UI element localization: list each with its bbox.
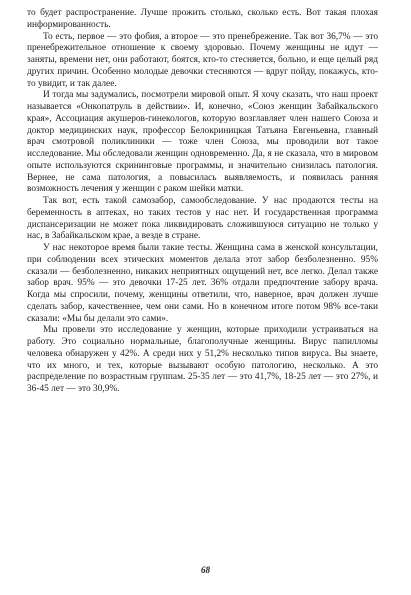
paragraph: Так вот, есть такой самозабор, самообследование. У нас продаются тесты на беременность в аптеках, но таких тестов у нас нет. И государственная программа диспансеризации не может пока ликвидировать сложившуюся ситуацию не только у нас, в Забайкальском крае, а везде в стране. — [27, 196, 378, 242]
paragraph: Мы провели это исследование у женщин, которые приходили устраиваться на работу. Это социально нормальные, благополучные женщины. Вирус папилломы человека обнаружен у 42%. А среди них у 51,2% несколько типов вируса. Вы знаете, что их много, и тех, которые вызывают особую патологию, несколько. А это распределение по возрастным группам. 25-35 лет — это 41,7%, 18-25 лет — это 27%, и 36-45 лет — это 30,9%. — [27, 325, 378, 394]
paragraph: У нас некоторое время были такие тесты. Женщина сама в женской консультации, при соблюдении всех этических моментов делала этот забор безболезненно. 95% сказали — безболезненно, никаких неприятных ощущений нет, все легко. Делал также забор врач. 95% — это девочки 17-25 лет. 36% отдали предпочтение забору врача. Когда мы спросили, почему, женщины ответили, что, наверное, врач должен лучше сделать забор, качественнее, чем они сами. Но в конечном итоге потом 98% все-таки сказали: «Мы бы делали это сами». — [27, 243, 378, 324]
page-number: 68 — [201, 565, 210, 575]
body-text — [27, 8, 378, 396]
paragraph: То есть, первое — это фобия, а второе — это пренебрежение. Так вот 36,7% — это пренебрежительное отношение к своему здоровью. Почему женщины не идут — заняты, времени нет, они работают, боятся, кто-то стесняется, больно, и еще целый ряд других причин. Особенно молодые девочки стесняются — вдруг пойду, покажусь, кто-то увидит, и так далее. — [27, 31, 378, 89]
paragraph: то будет распространение. Лучше прожить столько, сколько есть. Вот такая плохая информированность. — [27, 8, 378, 30]
paragraph: И тогда мы задумались, посмотрели мировой опыт. Я хочу сказать, что наш проект называется «Онкопатруль в действии». И, конечно, «Союз женщин Забайкальского края», Ассоциация акушеров-гинекологов, которую возглавляет член нашего Союза и доктор медицинских наук, профессор Белокриницкая Татьяна Евгеньевна, главный врач смотровой поликлиники — тоже член Союза, мы проводили вот такое исследование. Мы обследовали женщин одновременно. Да, я не сказала, что в мировом опыте используются скрининговые программы, и значительно снизилась патология. Вернее, не сама патология, а повысилась выявляемость, и появилась ранняя возможность лечения у женщин с раком шейки матки. — [27, 90, 378, 195]
